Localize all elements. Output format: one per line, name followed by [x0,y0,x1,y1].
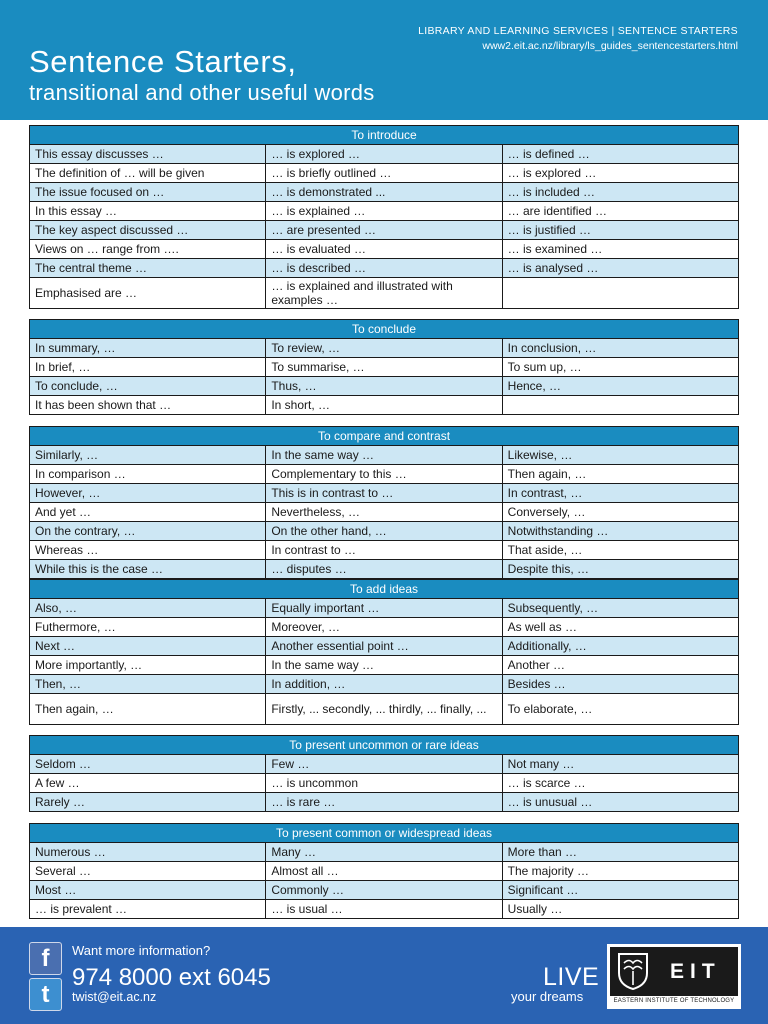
table-cell: Equally important … [266,599,502,618]
table-cell: Besides … [502,675,738,694]
table-row [30,465,739,484]
table-row [30,637,739,656]
table-cell: … is prevalent … [30,900,266,919]
table-cell: Likewise, … [502,446,738,465]
table-cell: Thus, … [266,377,502,396]
table-cell: … is justified … [502,221,738,240]
section-heading: To add ideas [30,580,739,599]
table-cell: To elaborate, … [502,694,738,725]
table-cell: … is unusual … [502,793,738,812]
table-cell: The central theme … [30,259,266,278]
table-cell: This essay discusses … [30,145,266,164]
table-row [30,541,739,560]
table-cell: On the contrary, … [30,522,266,541]
table-cell: In addition, … [266,675,502,694]
table-row [30,358,739,377]
table-cell: Almost all … [266,862,502,881]
section-table [29,319,739,415]
section-heading: To compare and contrast [30,427,739,446]
table-cell: Then again, … [502,465,738,484]
table-cell: … is demonstrated ... [266,183,502,202]
section-heading: To present common or widespread ideas [30,824,739,843]
section-heading: To present uncommon or rare ideas [30,736,739,755]
table-cell: To summarise, … [266,358,502,377]
table-row [30,862,739,881]
page-title: Sentence Starters, [29,44,297,79]
table-cell: Subsequently, … [502,599,738,618]
table-row [30,755,739,774]
table-row [30,278,739,309]
phone-number: 974 8000 ext 6045 [72,964,271,991]
eit-logo-box [610,947,738,996]
table-cell: … is scarce … [502,774,738,793]
table-row [30,164,739,183]
table-cell: Few … [266,755,502,774]
table-cell: More importantly, … [30,656,266,675]
table-cell: Another … [502,656,738,675]
table-cell: Then again, … [30,694,266,725]
table-cell: … is evaluated … [266,240,502,259]
table-cell: Similarly, … [30,446,266,465]
section-heading: To introduce [30,126,739,145]
table-cell: In comparison … [30,465,266,484]
table-row [30,259,739,278]
table-cell: Futhermore, … [30,618,266,637]
table-row [30,656,739,675]
table-row [30,221,739,240]
table-cell: And yet … [30,503,266,522]
table-row [30,503,739,522]
table-cell: Complementary to this … [266,465,502,484]
table-cell: Conversely, … [502,503,738,522]
table-cell: Numerous … [30,843,266,862]
header-url-link[interactable]: www2.eit.ac.nz/library/ls_guides_sentencestarters.html [482,40,738,52]
table-row [30,560,739,579]
page-subtitle: transitional and other useful words [29,80,375,105]
table-row [30,202,739,221]
table-cell: Nevertheless, … [266,503,502,522]
header-banner [0,0,768,120]
table-cell: In conclusion, … [502,339,738,358]
table-cell: While this is the case … [30,560,266,579]
table-cell: To sum up, … [502,358,738,377]
table-cell: Despite this, … [502,560,738,579]
table-cell: Views on … range from …. [30,240,266,259]
eit-crest-icon [616,951,650,991]
slogan-dreams: your dreams [511,989,584,1004]
table-cell: It has been shown that … [30,396,266,415]
section-table [29,579,739,725]
table-cell: This is in contrast to … [266,484,502,503]
table-cell: … is rare … [266,793,502,812]
table-cell: Hence, … [502,377,738,396]
section-heading: To conclude [30,320,739,339]
table-cell: In contrast to … [266,541,502,560]
table-cell: The issue focused on … [30,183,266,202]
table-row [30,793,739,812]
table-cell: Firstly, ... secondly, ... thirdly, ... finally, ... [266,694,502,725]
table-cell: Also, … [30,599,266,618]
section-table [29,426,739,579]
table-cell: A few … [30,774,266,793]
table-row [30,675,739,694]
table-cell: As well as … [502,618,738,637]
table-cell: More than … [502,843,738,862]
twitter-icon[interactable]: t [29,978,62,1011]
table-cell: In this essay … [30,202,266,221]
header-top-line: LIBRARY AND LEARNING SERVICES | SENTENCE STARTERS [418,25,738,37]
table-row [30,774,739,793]
table-cell: … is defined … [502,145,738,164]
table-cell: Moreover, … [266,618,502,637]
table-cell: In the same way … [266,656,502,675]
eit-logo-subtext: EASTERN INSTITUTE OF TECHNOLOGY [613,998,735,1004]
table-row [30,618,739,637]
table-cell: Not many … [502,755,738,774]
table-cell: … is described … [266,259,502,278]
table-row [30,145,739,164]
table-cell: In short, … [266,396,502,415]
sentence-starter-tables [29,125,739,919]
table-row [30,183,739,202]
table-cell: … is explored … [502,164,738,183]
table-cell: … is analysed … [502,259,738,278]
facebook-icon[interactable]: f [29,942,62,975]
table-row [30,339,739,358]
eit-logo-text: EIT [670,960,721,983]
table-cell: That aside, … [502,541,738,560]
table-row [30,900,739,919]
table-cell: The definition of … will be given [30,164,266,183]
table-row [30,599,739,618]
email-link[interactable]: twist@eit.ac.nz [72,990,157,1004]
table-cell: … disputes … [266,560,502,579]
section-table [29,823,739,919]
table-row [30,396,739,415]
table-cell: In the same way … [266,446,502,465]
table-cell: The majority … [502,862,738,881]
table-cell: … is explored … [266,145,502,164]
table-row [30,694,739,725]
table-cell: … is included … [502,183,738,202]
table-row [30,843,739,862]
table-cell: Commonly … [266,881,502,900]
table-cell: … are presented … [266,221,502,240]
table-cell: On the other hand, … [266,522,502,541]
table-cell: In brief, … [30,358,266,377]
table-cell: … is examined … [502,240,738,259]
table-row [30,484,739,503]
table-cell: To review, … [266,339,502,358]
eit-logo [607,944,741,1009]
section-table [29,125,739,309]
table-cell: To conclude, … [30,377,266,396]
table-cell: Rarely … [30,793,266,812]
table-cell: Emphasised are … [30,278,266,309]
table-row [30,446,739,465]
section-table [29,735,739,812]
more-info-label: Want more information? [72,943,211,958]
table-cell: Many … [266,843,502,862]
table-cell: … are identified … [502,202,738,221]
table-cell: In contrast, … [502,484,738,503]
table-cell: Several … [30,862,266,881]
table-cell: Next … [30,637,266,656]
table-cell: Notwithstanding … [502,522,738,541]
table-cell: … is uncommon [266,774,502,793]
table-cell: … is usual … [266,900,502,919]
table-cell: Significant … [502,881,738,900]
table-cell: The key aspect discussed … [30,221,266,240]
table-cell [502,278,738,309]
table-cell: … is explained and illustrated with examples … [266,278,502,309]
table-cell: In summary, … [30,339,266,358]
table-cell: … is explained … [266,202,502,221]
table-row [30,377,739,396]
table-row [30,240,739,259]
table-row [30,522,739,541]
table-cell [502,396,738,415]
table-cell: Whereas … [30,541,266,560]
table-cell: Seldom … [30,755,266,774]
table-cell: Another essential point … [266,637,502,656]
table-cell: Then, … [30,675,266,694]
table-cell: Usually … [502,900,738,919]
footer-banner [0,927,768,1024]
slogan-live: LIVE [543,963,600,991]
table-cell: However, … [30,484,266,503]
table-cell: Additionally, … [502,637,738,656]
table-row [30,881,739,900]
table-cell: Most … [30,881,266,900]
table-cell: … is briefly outlined … [266,164,502,183]
